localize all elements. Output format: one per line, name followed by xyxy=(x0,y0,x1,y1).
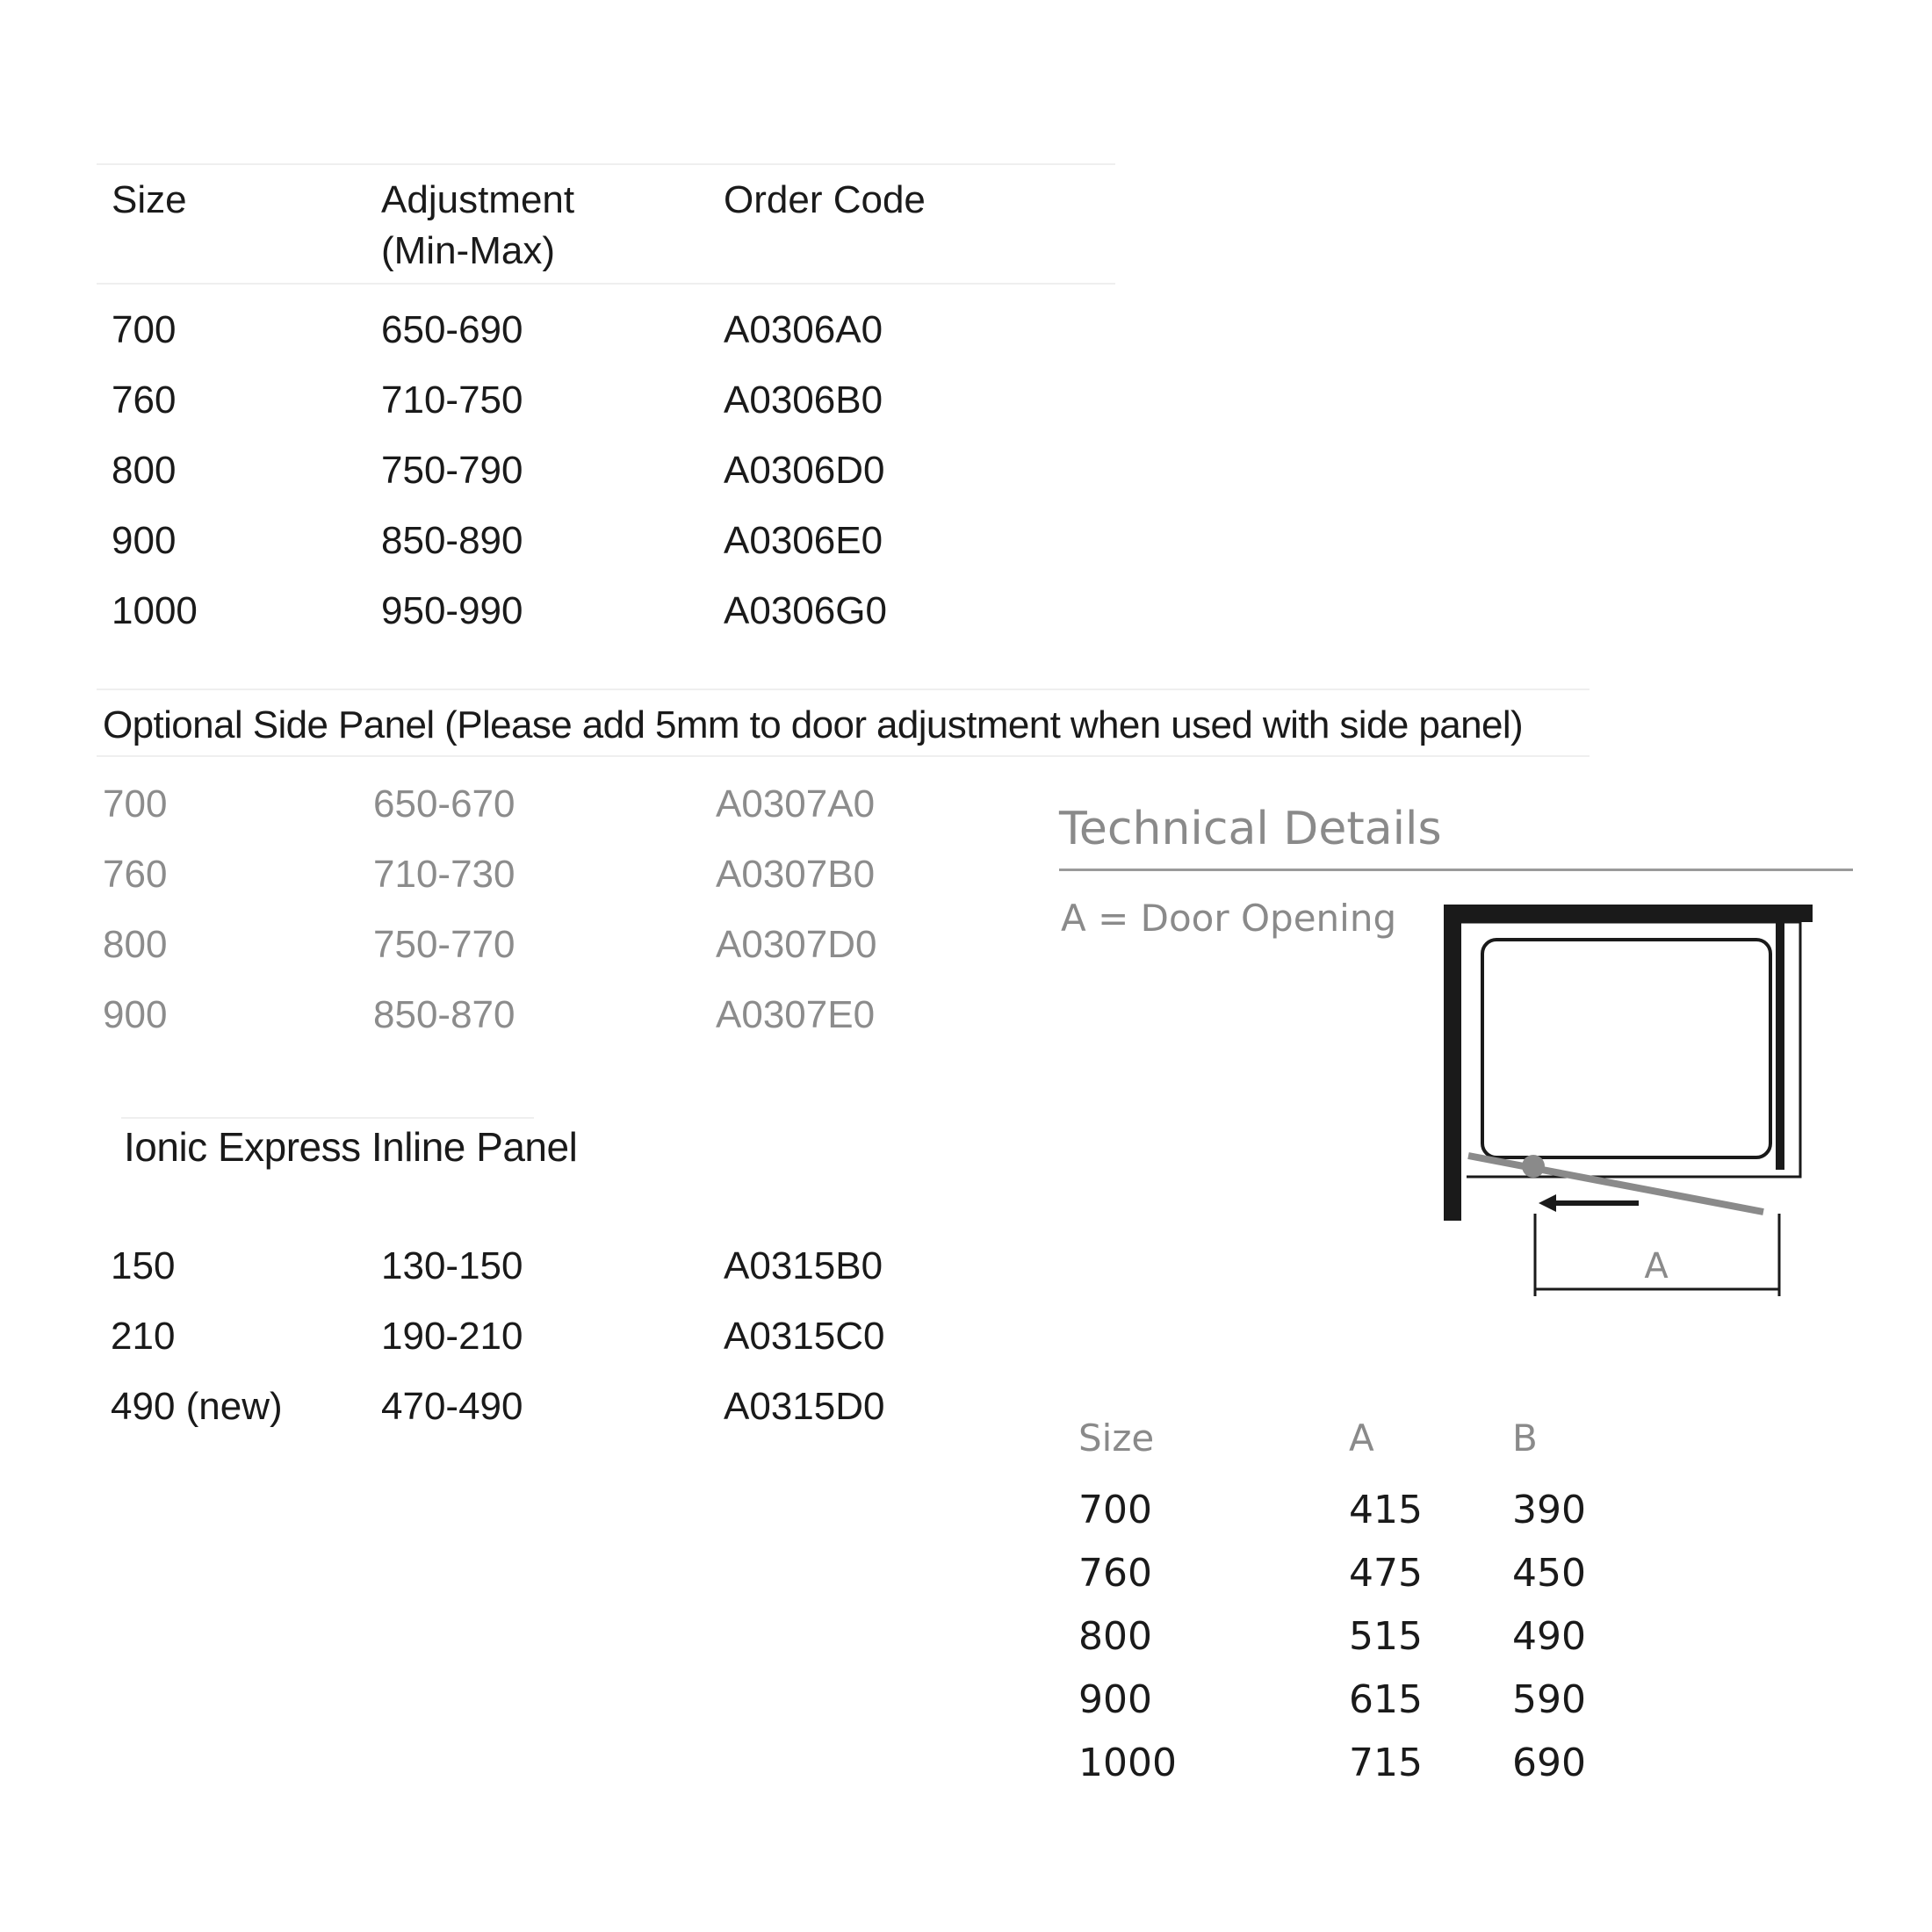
main-row-code: A0306A0 xyxy=(724,308,883,351)
inline-row-size: 210 xyxy=(111,1315,176,1358)
inline-panel-top-rule xyxy=(121,1117,534,1119)
tech-header-a: A xyxy=(1349,1417,1374,1460)
technical-details-rule xyxy=(1059,869,1853,871)
tech-row-a: 415 xyxy=(1349,1488,1423,1532)
tech-row-b: 390 xyxy=(1512,1488,1586,1532)
main-row-adjustment: 750-790 xyxy=(381,449,523,492)
main-table-header-rule xyxy=(97,283,1115,285)
diagram-arrow-head xyxy=(1539,1194,1556,1212)
side-row-size: 760 xyxy=(103,853,168,896)
main-header-adjustment-range: (Min-Max) xyxy=(381,229,555,272)
tech-row-a: 515 xyxy=(1349,1614,1423,1659)
tech-row-b: 450 xyxy=(1512,1551,1586,1596)
diagram-left-wall xyxy=(1444,905,1461,1221)
side-row-adjustment: 750-770 xyxy=(373,923,515,966)
side-row-adjustment: 710-730 xyxy=(373,853,515,896)
main-row-code: A0306G0 xyxy=(724,589,887,632)
diagram-shower-tray xyxy=(1482,940,1770,1157)
side-row-code: A0307B0 xyxy=(716,853,876,896)
tech-header-b: B xyxy=(1512,1417,1538,1460)
tech-row-a: 475 xyxy=(1349,1551,1423,1596)
side-row-adjustment: 650-670 xyxy=(373,782,515,825)
inline-row-code: A0315B0 xyxy=(724,1244,883,1287)
main-row-code: A0306D0 xyxy=(724,449,885,492)
inline-row-adjustment: 190-210 xyxy=(381,1315,523,1358)
tech-row-b: 590 xyxy=(1512,1677,1586,1722)
inline-row-size: 150 xyxy=(111,1244,176,1287)
tech-row-a: 715 xyxy=(1349,1741,1423,1785)
tech-row-b: 690 xyxy=(1512,1741,1586,1785)
tech-row-size: 1000 xyxy=(1078,1741,1177,1785)
main-header-adjustment: Adjustment xyxy=(381,178,575,221)
tech-row-b: 490 xyxy=(1512,1614,1586,1659)
main-row-size: 700 xyxy=(112,308,177,351)
diagram-enclosure-outline xyxy=(1461,922,1800,1177)
diagram-hinge xyxy=(1522,1155,1545,1178)
inline-row-adjustment: 130-150 xyxy=(381,1244,523,1287)
main-header-size: Size xyxy=(112,178,187,221)
tech-row-size: 760 xyxy=(1078,1551,1152,1596)
inline-row-code: A0315D0 xyxy=(724,1385,885,1428)
main-row-size: 800 xyxy=(112,449,177,492)
door-opening-diagram xyxy=(1431,896,1835,1317)
side-row-code: A0307E0 xyxy=(716,993,876,1036)
inline-row-code: A0315C0 xyxy=(724,1315,885,1358)
side-panel-bottom-rule xyxy=(97,755,1590,757)
diagram-side-panel xyxy=(1776,922,1784,1170)
side-panel-note: Optional Side Panel (Please add 5mm to door adjustment when used with side panel) xyxy=(103,703,1524,746)
side-row-size: 800 xyxy=(103,923,168,966)
inline-panel-title: Ionic Express Inline Panel xyxy=(124,1124,578,1170)
inline-row-size: 490 (new) xyxy=(111,1385,283,1428)
tech-header-size: Size xyxy=(1078,1417,1155,1460)
main-header-order-code: Order Code xyxy=(724,178,926,221)
side-panel-top-rule xyxy=(97,688,1590,690)
main-row-adjustment: 950-990 xyxy=(381,589,523,632)
main-row-adjustment: 850-890 xyxy=(381,519,523,562)
tech-row-size: 700 xyxy=(1078,1488,1152,1532)
diagram-top-wall xyxy=(1444,905,1813,922)
main-table-top-rule xyxy=(97,163,1115,165)
main-row-adjustment: 650-690 xyxy=(381,308,523,351)
main-row-adjustment: 710-750 xyxy=(381,378,523,422)
side-row-adjustment: 850-870 xyxy=(373,993,515,1036)
diagram-dimension-label: A xyxy=(1644,1246,1669,1287)
main-row-code: A0306E0 xyxy=(724,519,883,562)
main-row-size: 760 xyxy=(112,378,177,422)
side-row-size: 900 xyxy=(103,993,168,1036)
main-row-code: A0306B0 xyxy=(724,378,883,422)
tech-row-a: 615 xyxy=(1349,1677,1423,1722)
technical-details-title: Technical Details xyxy=(1059,803,1442,855)
main-row-size: 1000 xyxy=(112,589,198,632)
side-row-code: A0307D0 xyxy=(716,923,877,966)
tech-row-size: 900 xyxy=(1078,1677,1152,1722)
inline-row-adjustment: 470-490 xyxy=(381,1385,523,1428)
technical-legend: A = Door Opening xyxy=(1061,897,1397,940)
tech-row-size: 800 xyxy=(1078,1614,1152,1659)
side-row-size: 700 xyxy=(103,782,168,825)
side-row-code: A0307A0 xyxy=(716,782,876,825)
main-row-size: 900 xyxy=(112,519,177,562)
